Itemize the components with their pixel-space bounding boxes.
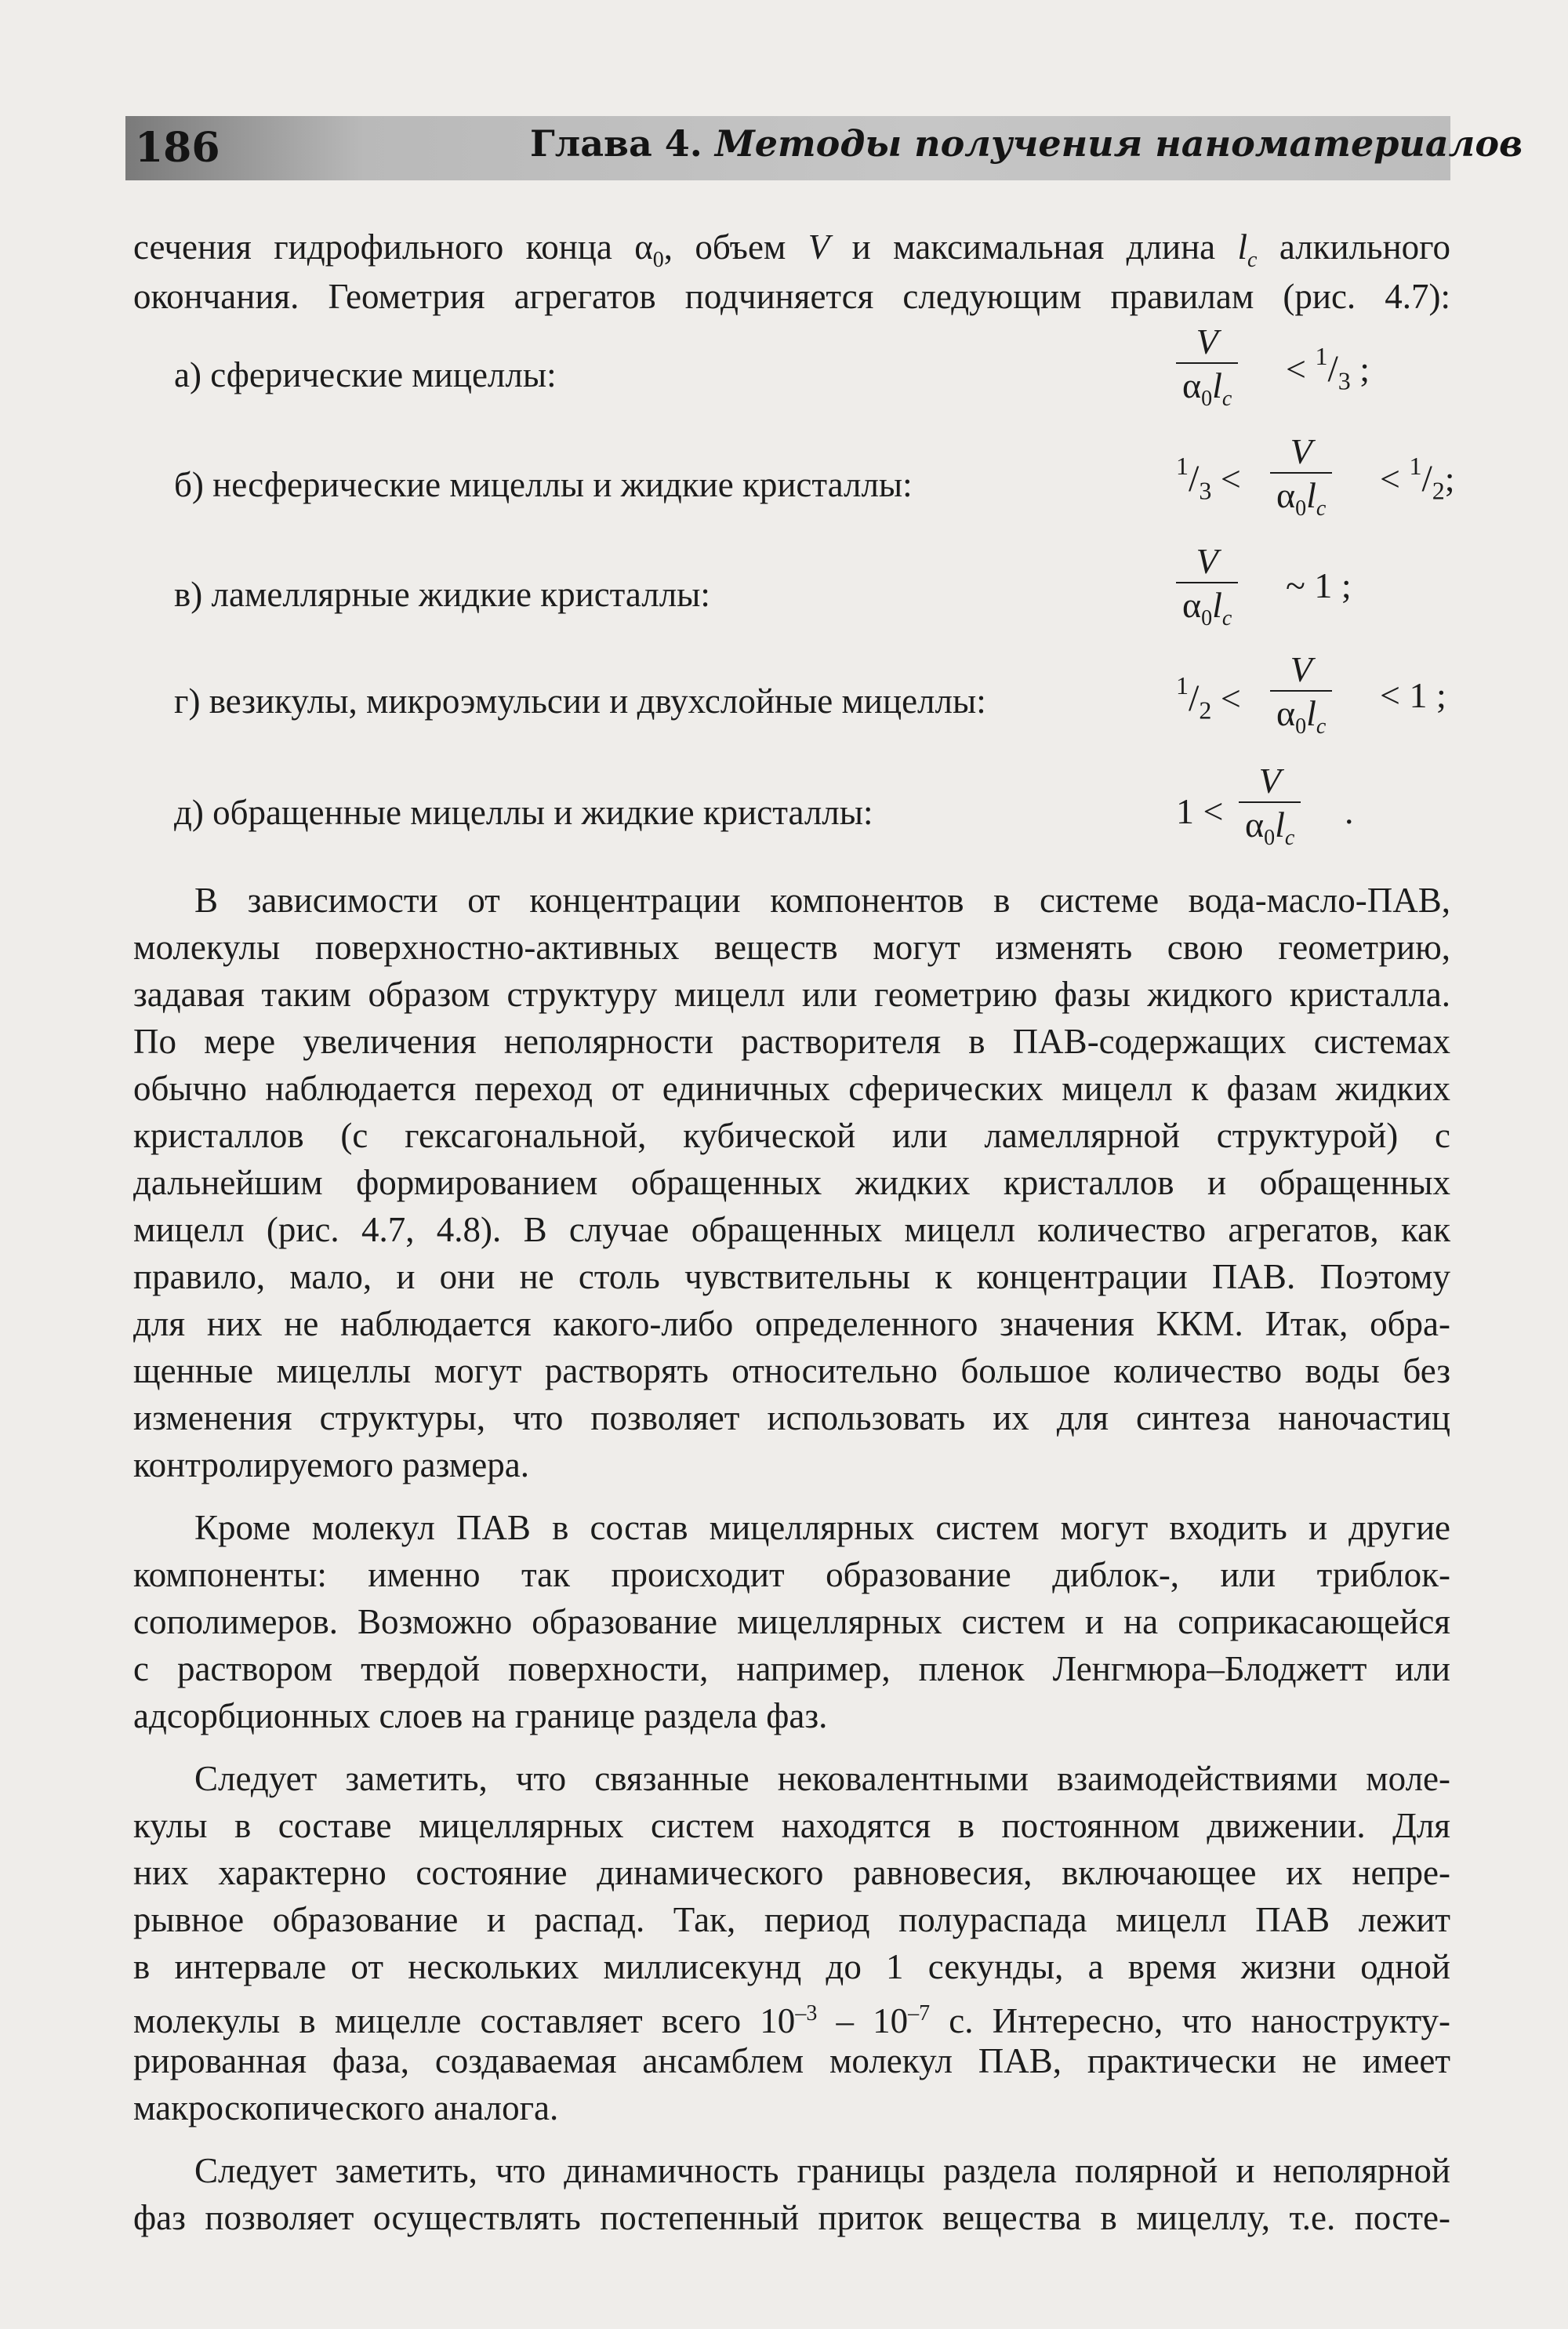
para2-line: сополимеров. Возможно образование мицеллярных систем и на соприкасающейся	[133, 1602, 1450, 1641]
rule-b-label: б) несферические мицеллы и жидкие кристаллы:	[174, 465, 913, 504]
para3-line: Следует заметить, что связанные нековалентными взаимодействиями моле-	[194, 1759, 1450, 1798]
para1-line: По мере увеличения неполярности растворителя в ПАВ-содержащих системах	[133, 1022, 1450, 1061]
para1-line: обычно наблюдается переход от единичных сферических мицелл к фазам жидких	[133, 1069, 1450, 1108]
para3-line: них характерно состояние динамического равновесия, включающее их непре-	[133, 1853, 1450, 1892]
para3-line: рывное образование и распад. Так, период полураспада мицелл ПАВ лежит	[133, 1900, 1450, 1939]
rule-c-bound: ~ 1 ;	[1286, 565, 1352, 605]
para1-line: щенные мицеллы могут растворять относительно большое количество воды без	[133, 1351, 1450, 1390]
para3-line: молекулы в мицелле составляет всего $10^{-3} - 10^{-7}$ с. Интересно, что нанострукту-	[133, 2001, 1451, 2040]
para1-line: для них не наблюдается какого-либо определенного значения ККМ. Итак, обра-	[133, 1304, 1450, 1343]
para3-line: в интервале от нескольких миллисекунд до 1 секунды, а время жизни одной	[133, 1947, 1450, 1986]
chapter-title: Методы получения наноматериалов	[714, 122, 1523, 165]
rule-e-end: .	[1345, 791, 1354, 831]
para3-line: макроскопического аналога.	[133, 2088, 559, 2127]
rule-b-fraction: $\frac{V}{\alpha_0l_c}$	[1270, 431, 1332, 529]
rule-a-fraction: $\frac{V}{\alpha_0l_c}$	[1176, 322, 1238, 420]
para3-line: рированная фаза, создаваемая ансамблем молекул ПАВ, практически не имеет	[133, 2041, 1450, 2080]
rule-d-label: г) везикулы, микроэмульсии и двухслойные мицеллы:	[174, 681, 986, 721]
para1-line: изменения структуры, что позволяет использовать их для синтеза наночастиц	[133, 1398, 1450, 1437]
para1-line: задавая таким образом структуру мицелл или геометрию фазы жидкого кристалла.	[133, 975, 1450, 1014]
rule-e-fraction: $\frac{V}{\alpha_0l_c}$	[1239, 761, 1301, 859]
intro-line-1: сечения гидрофильного конца $\alpha_0$, объем V и максимальная длина $l_c$ алкильного	[133, 227, 1450, 272]
para2-line: с раствором твердой поверхности, например, пленок Ленгмюра–Блоджетт или	[133, 1649, 1450, 1688]
para2-line: Кроме молекул ПАВ в состав мицеллярных систем могут входить и другие	[194, 1508, 1450, 1547]
para1-line: дальнейшим формированием обращенных жидких кристаллов и обращенных	[133, 1163, 1450, 1202]
chapter-label: Глава 4.	[530, 122, 702, 165]
chapter-heading	[530, 122, 1523, 165]
rule-d-upper: < 1 ;	[1380, 675, 1446, 715]
para1-line: контролируемого размера.	[133, 1445, 529, 1484]
para1-line: кристаллов (с гексагональной, кубической или ламеллярной структурой) с	[133, 1116, 1450, 1155]
rule-e-lower: 1 <	[1176, 791, 1224, 831]
para1-line: молекулы поверхностно-активных веществ могут изменять свою геометрию,	[133, 928, 1450, 967]
para1-line: В зависимости от концентрации компонентов в системе вода-масло-ПАВ,	[194, 881, 1450, 920]
rule-b-lower: $^1/_3$ <	[1176, 452, 1241, 505]
para1-line: мицелл (рис. 4.7, 4.8). В случае обращенных мицелл количество агрегатов, как	[133, 1210, 1450, 1249]
rule-c-fraction: $\frac{V}{\alpha_0l_c}$	[1176, 541, 1238, 639]
rule-c-label: в) ламеллярные жидкие кристаллы:	[174, 575, 710, 614]
para4-line: фаз позволяет осуществлять постепенный приток вещества в мицеллу, т.е. посте-	[133, 2198, 1450, 2237]
rule-a-bound: < $^1/_3$ ;	[1286, 342, 1370, 395]
para1-line: правило, мало, и они не столь чувствительны к концентрации ПАВ. Поэтому	[133, 1257, 1450, 1296]
rule-d-fraction: $\frac{V}{\alpha_0l_c}$	[1270, 649, 1332, 747]
page-number: 186	[135, 124, 220, 172]
para2-line: адсорбционных слоев на границе раздела фаз.	[133, 1696, 828, 1735]
rule-a-label: а) сферические мицеллы:	[174, 355, 557, 394]
rule-e-label: д) обращенные мицеллы и жидкие кристаллы:	[174, 793, 873, 832]
para2-line: компоненты: именно так происходит образование диблок-, или триблок-	[133, 1555, 1450, 1594]
rule-d-lower: $^1/_2$ <	[1176, 671, 1241, 725]
para4-line: Следует заметить, что динамичность границы раздела полярной и неполярной	[194, 2151, 1450, 2190]
para3-line: кулы в составе мицеллярных систем находятся в постоянном движении. Для	[133, 1806, 1450, 1845]
intro-line-2: окончания. Геометрия агрегатов подчиняется следующим правилам (рис. 4.7):	[133, 277, 1450, 316]
rule-b-upper: < $^1/_2$;	[1380, 452, 1455, 505]
